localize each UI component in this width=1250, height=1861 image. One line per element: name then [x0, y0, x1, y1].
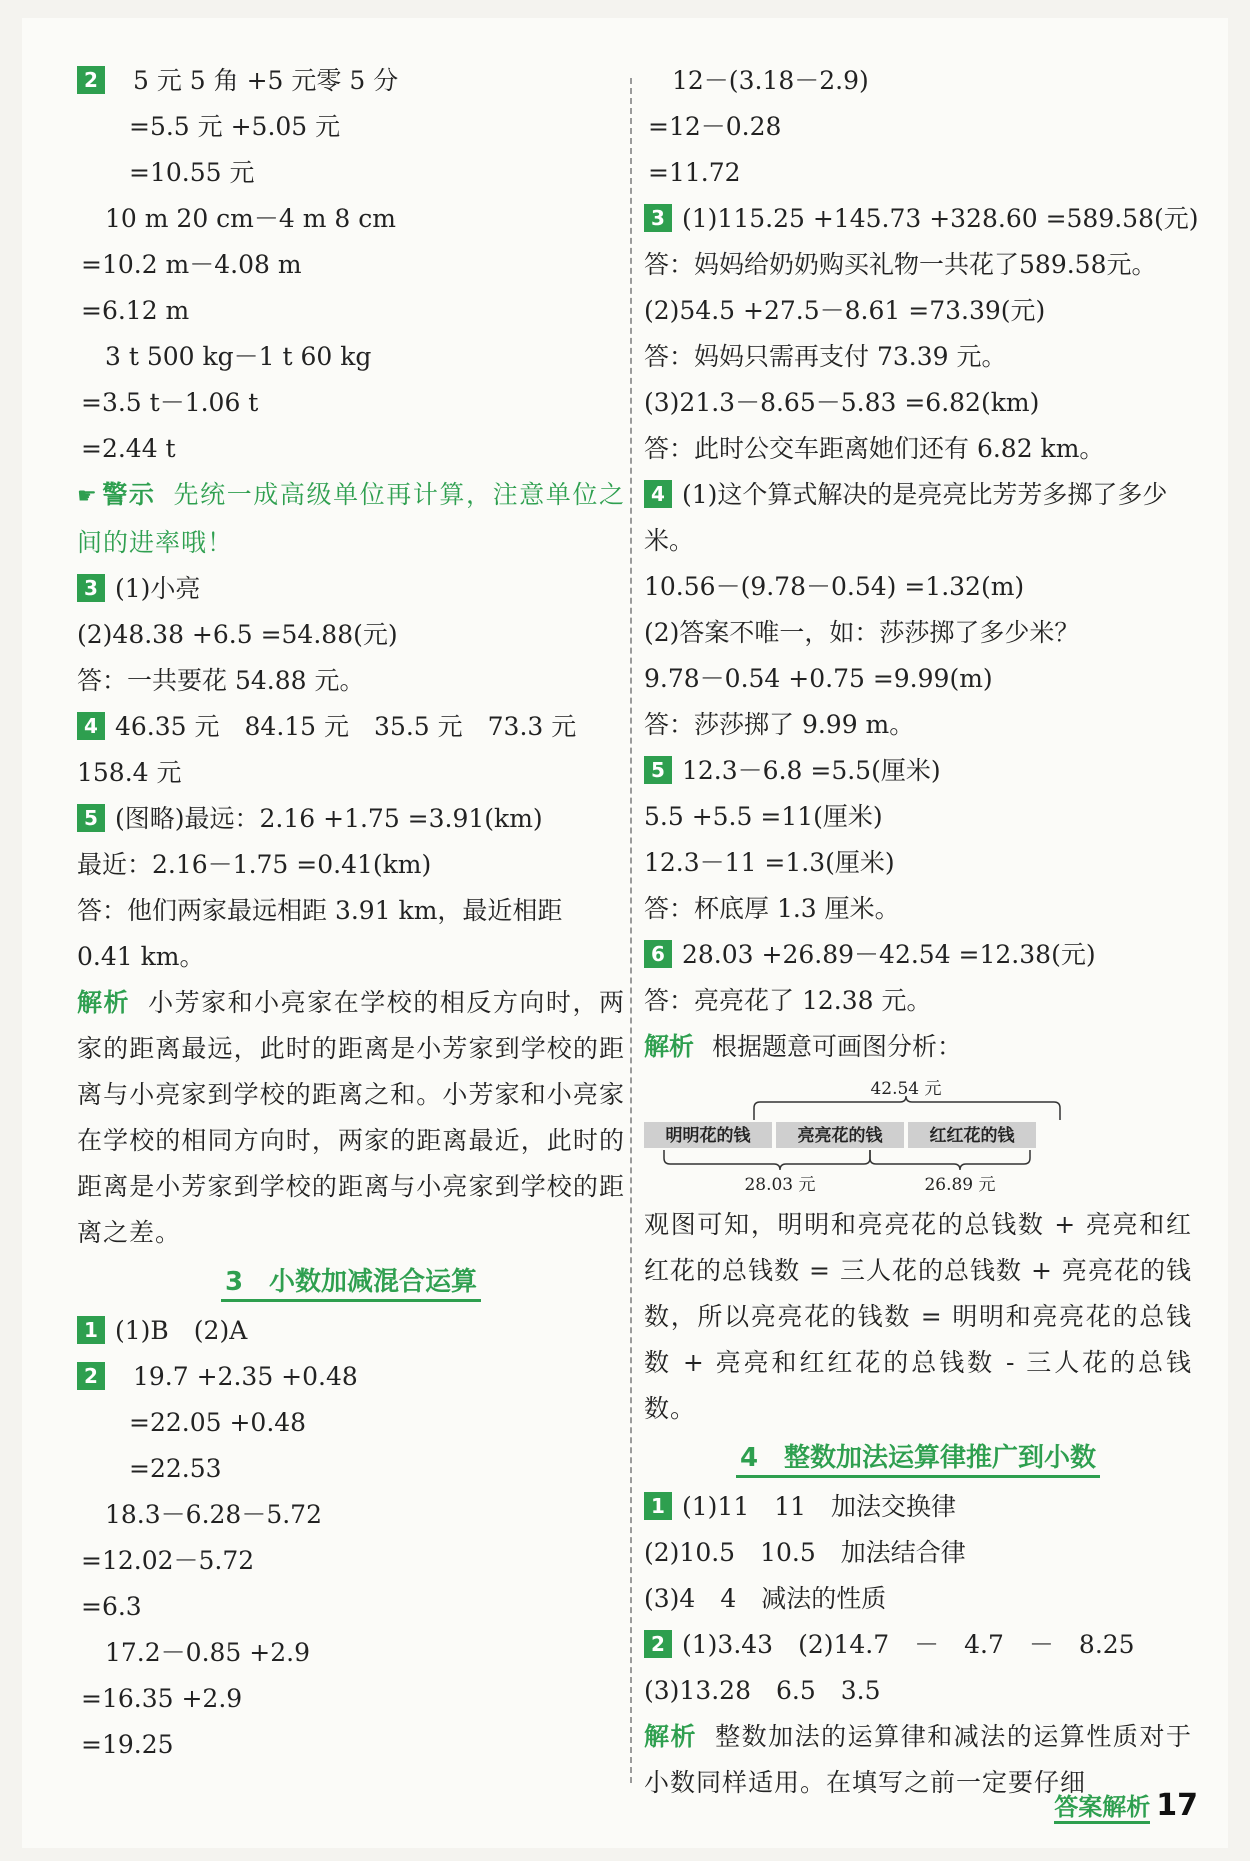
money-diagram	[644, 1074, 1192, 1194]
right-cont-line-1: 12－(3.18－2.9)	[672, 66, 869, 95]
right-q4-first: 4 (1)这个算式解决的是亮亮比芳芳多掷了多少米。	[644, 480, 1168, 555]
warning-label: 警示	[101, 480, 156, 509]
s4-q1-line-3: (3)4 4 减法的性质	[644, 1584, 887, 1613]
page-number: 17	[1156, 1788, 1198, 1823]
page	[22, 18, 1228, 1848]
left-q3-line-1: 3 (1)小亮	[77, 566, 625, 612]
left-q2-line-9: =2.44 t	[81, 434, 176, 463]
right-q5-line-2: 5.5 +5.5 =11(厘米)	[644, 802, 883, 831]
question-badge: 2	[77, 66, 105, 94]
right-q5-line-4: 答：杯底厚 1.3 厘米。	[644, 894, 900, 923]
s3-q2-line-3: =22.53	[129, 1454, 222, 1483]
footer-label: 答案解析	[1054, 1793, 1150, 1824]
question-badge: 3	[644, 204, 672, 232]
question-badge: 2	[644, 1630, 672, 1658]
s3-q2-line-4: 18.3－6.28－5.72	[105, 1500, 322, 1529]
s4-q2-line-1: 2 (1)3.43 (2)14.7 － 4.7 － 8.25	[644, 1622, 1192, 1668]
right-q3-line-5: (3)21.3－8.65－5.83 =6.82(km)	[644, 388, 1040, 417]
left-q2-line-4: 10 m 20 cm－4 m 8 cm	[105, 204, 396, 233]
s3-q2-line-9: =19.25	[81, 1730, 174, 1759]
warning-text: 先统一成高级单位再计算，注意单位之间的进率哦！	[77, 480, 625, 557]
page-footer	[1054, 1786, 1198, 1826]
explanation-label: 解析	[77, 988, 131, 1017]
section-3-title: 3 小数加减混合运算	[77, 1256, 625, 1308]
question-badge: 6	[644, 940, 672, 968]
left-q2-line-7: 3 t 500 kg－1 t 60 kg	[105, 342, 372, 371]
s4-q2-line-2: (3)13.28 6.5 3.5	[644, 1676, 881, 1705]
left-q2-line-6: =6.12 m	[81, 296, 190, 325]
left-q4-line-1: 4 46.35 元 84.15 元 35.5 元 73.3 元	[77, 704, 625, 750]
explanation-label: 解析	[644, 1032, 695, 1061]
left-q5-line-2: 最近：2.16－1.75 =0.41(km)	[77, 850, 432, 879]
right-q3-line-1: 3 (1)115.25 +145.73 +328.60 =589.58(元)	[644, 196, 1192, 242]
right-q4-line-4: 答：莎莎掷了 9.99 m。	[644, 710, 915, 739]
s3-q2-line-7: 17.2－0.85 +2.9	[105, 1638, 310, 1667]
bottom-brace-right	[870, 1150, 1030, 1170]
s3-q2-line-2: =22.05 +0.48	[129, 1408, 307, 1437]
question-badge: 3	[77, 574, 105, 602]
right-explanation-text: 观图可知，明明和亮亮花的总钱数 + 亮亮和红红花的总钱数 = 三人花的总钱数 + 亮亮花的钱数，所以亮亮花的钱数 = 明明和亮亮花的总钱数 + 亮亮和红红花的总钱数 - 三人花的总钱数。	[644, 1210, 1192, 1423]
right-cont-line-3: =11.72	[648, 158, 741, 187]
section-4-title: 4 整数加法运算律推广到小数	[644, 1432, 1192, 1484]
left-q5-line-4: 0.41 km。	[77, 942, 205, 971]
question-badge: 5	[77, 804, 105, 832]
right-q6-line-1: 6 28.03 +26.89－42.54 =12.38(元)	[644, 932, 1192, 978]
right-cont-line-2: =12－0.28	[648, 112, 782, 141]
diagram-box-label-2: 亮亮花的钱	[797, 1126, 883, 1146]
left-q2-line-3: =10.55 元	[129, 158, 255, 187]
left-q2-line-8: =3.5 t－1.06 t	[81, 388, 259, 417]
left-q5-line-1: 5 (图略)最远：2.16 +1.75 =3.91(km)	[77, 796, 625, 842]
s3-q2-line-8: =16.35 +2.9	[81, 1684, 243, 1713]
left-q5-line-3: 答：他们两家最远相距 3.91 km，最近相距	[77, 896, 563, 925]
s3-q1-line: 1 (1)B (2)A	[77, 1308, 625, 1354]
left-q2-line-5: =10.2 m－4.08 m	[81, 250, 302, 279]
left-q3-line-2: (2)48.38 +6.5 =54.88(元)	[77, 620, 398, 649]
right-q4-line-3: 9.78－0.54 +0.75 =9.99(m)	[644, 664, 993, 693]
question-badge: 1	[644, 1492, 672, 1520]
diagram-bottom-left-label: 28.03 元	[744, 1175, 816, 1194]
left-q3-line-3: 答：一共要花 54.88 元。	[77, 666, 365, 695]
warning-note	[77, 472, 625, 566]
left-column	[77, 58, 625, 1768]
right-q3-line-6: 答：此时公交车距离她们还有 6.82 km。	[644, 434, 1105, 463]
question-badge: 4	[77, 712, 105, 740]
left-q2-line-1: 2 5 元 5 角 +5 元零 5 分	[77, 58, 625, 104]
question-badge: 2	[77, 1362, 105, 1390]
right-q3-line-3: (2)54.5 +27.5－8.61 =73.39(元)	[644, 296, 1046, 325]
diagram-bottom-right-label: 26.89 元	[924, 1175, 996, 1194]
explanation-text: 小芳家和小亮家在学校的相反方向时，两家的距离最远，此时的距离是小芳家到学校的距离与小亮家到学校的距离之和。小芳家和小亮家在学校的相同方向时，两家的距离最近，此时的距离是小芳家到学校的距离与小亮家到学校的距离之差。	[77, 988, 625, 1247]
question-badge: 4	[644, 480, 672, 508]
left-q2-line-2: =5.5 元 +5.05 元	[129, 112, 341, 141]
question-badge: 1	[77, 1316, 105, 1344]
diagram-box-label-1: 明明花的钱	[665, 1126, 751, 1146]
left-explanation	[77, 980, 625, 1256]
warning-hand-icon: ☛	[77, 484, 98, 509]
top-brace	[754, 1096, 1060, 1120]
right-explanation-intro: 解析 根据题意可画图分析：	[644, 1032, 963, 1061]
diagram-box-label-3: 红红花的钱	[929, 1126, 1015, 1146]
right-q4-line-1: 10.56－(9.78－0.54) =1.32(m)	[644, 572, 1025, 601]
right-q3-line-2: 答：妈妈给奶奶购买礼物一共花了589.58元。	[644, 250, 1157, 279]
right-q4-line-2: (2)答案不唯一，如：莎莎掷了多少米？	[644, 618, 1080, 647]
s4-q1-line-2: (2)10.5 10.5 加法结合律	[644, 1538, 966, 1567]
right-q3-line-4: 答：妈妈只需再支付 73.39 元。	[644, 342, 1007, 371]
bottom-brace-left	[664, 1150, 870, 1170]
diagram-top-label: 42.54 元	[870, 1079, 942, 1099]
right-explanation-2: 解析 整数加法的运算律和减法的运算性质对于小数同样适用。在填写之前一定要仔细	[644, 1722, 1192, 1797]
s4-q1-line-1: 1 (1)11 11 加法交换律	[644, 1484, 1192, 1530]
question-badge: 5	[644, 756, 672, 784]
right-column	[644, 58, 1199, 1806]
s3-q2-line-6: =6.3	[81, 1592, 142, 1621]
right-q5-line-1: 5 12.3－6.8 =5.5(厘米)	[644, 748, 1192, 794]
explanation-label: 解析	[644, 1722, 698, 1751]
left-q4-line-2: 158.4 元	[77, 758, 182, 787]
s3-q2-line-1: 2 19.7 +2.35 +0.48	[77, 1354, 625, 1400]
right-q5-line-3: 12.3－11 =1.3(厘米)	[644, 848, 895, 877]
column-divider	[630, 78, 632, 1783]
right-q6-line-2: 答：亮亮花了 12.38 元。	[644, 986, 932, 1015]
s3-q2-line-5: =12.02－5.72	[81, 1546, 255, 1575]
